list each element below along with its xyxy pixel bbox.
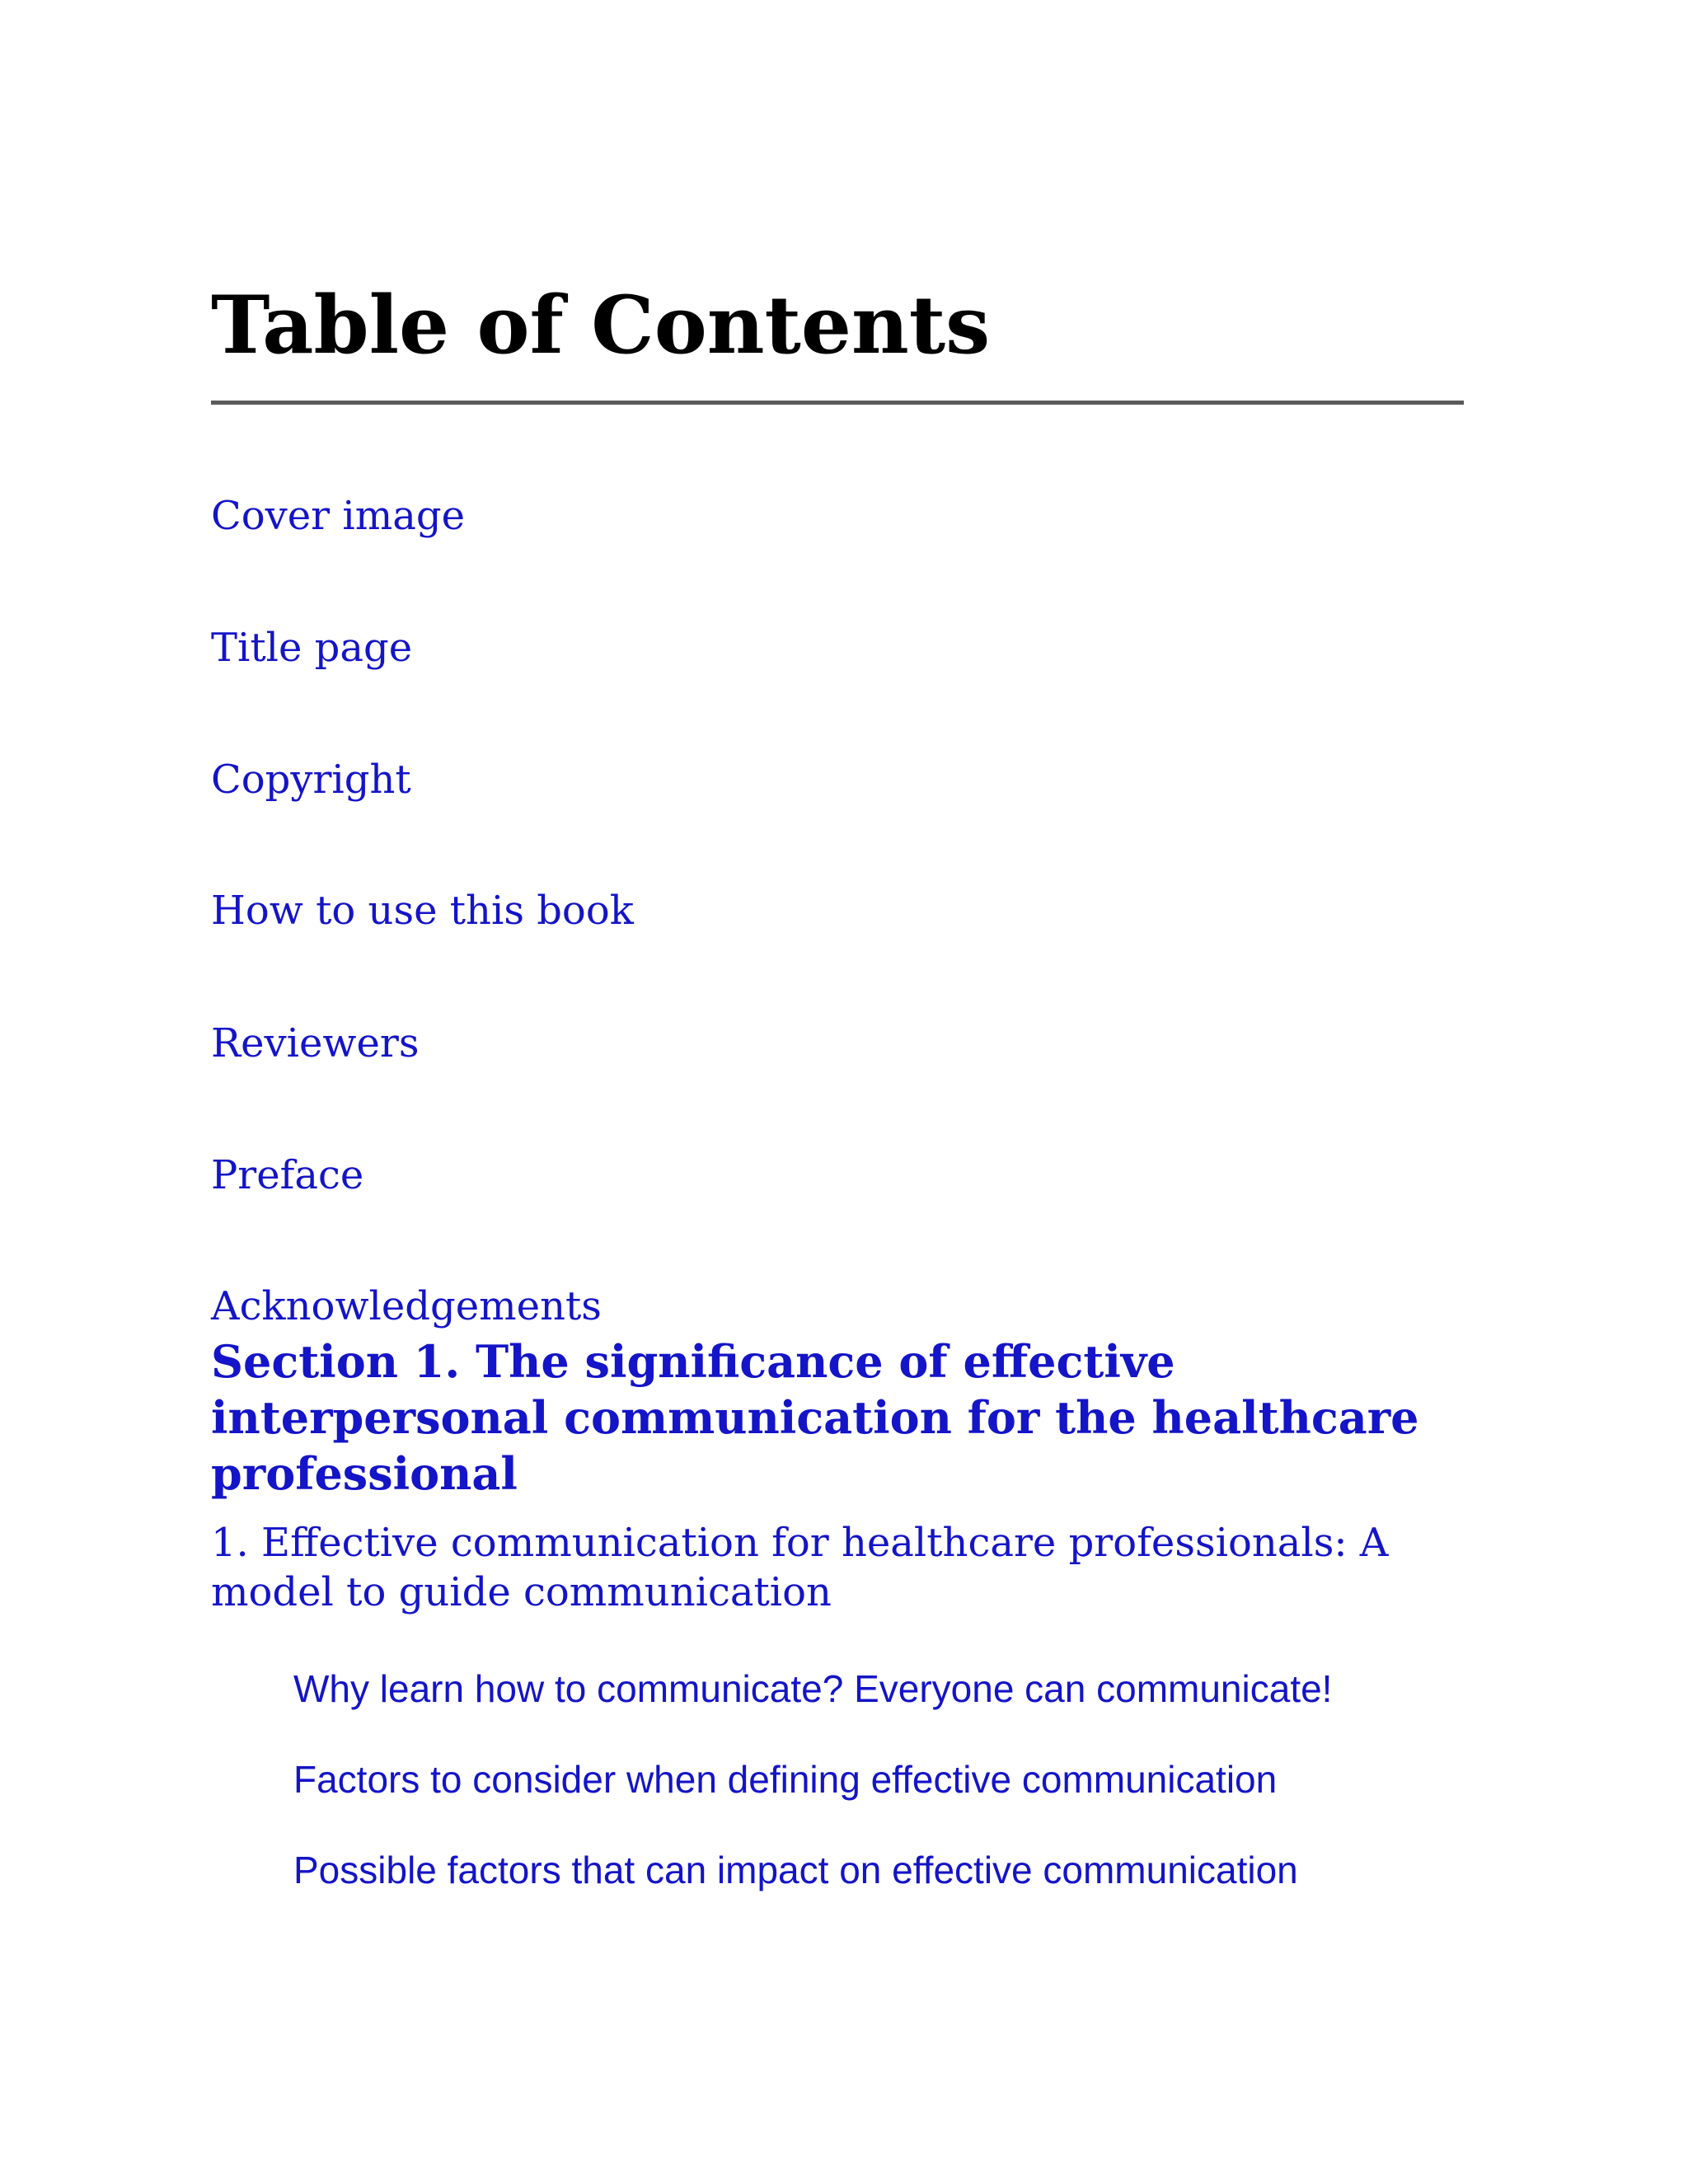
toc-link-how-to-use[interactable]: How to use this book xyxy=(211,888,634,934)
title-divider xyxy=(211,401,1464,405)
toc-link-cover-image[interactable]: Cover image xyxy=(211,493,465,539)
toc-link-reviewers[interactable]: Reviewers xyxy=(211,1020,420,1066)
toc-link-preface[interactable]: Preface xyxy=(211,1152,364,1198)
toc-link-copyright[interactable]: Copyright xyxy=(211,757,411,803)
toc-link-section-1[interactable]: Section 1. The significance of effective interpersonal communication for the healthcare professional xyxy=(211,1335,1419,1500)
toc-link-acknowledgements[interactable]: Acknowledgements xyxy=(211,1283,602,1329)
toc-link-chapter-1[interactable]: 1. Effective communication for healthcare professionals: A model to guide communication xyxy=(211,1520,1389,1615)
page-title: Table of Contents xyxy=(211,279,991,372)
toc-link-possible-factors[interactable]: Possible factors that can impact on effective communication xyxy=(293,1849,1298,1891)
toc-link-why-learn[interactable]: Why learn how to communicate? Everyone can communicate! xyxy=(293,1667,1333,1710)
toc-link-title-page[interactable]: Title page xyxy=(211,625,413,671)
toc-link-factors-defining[interactable]: Factors to consider when defining effective communication xyxy=(293,1758,1278,1801)
